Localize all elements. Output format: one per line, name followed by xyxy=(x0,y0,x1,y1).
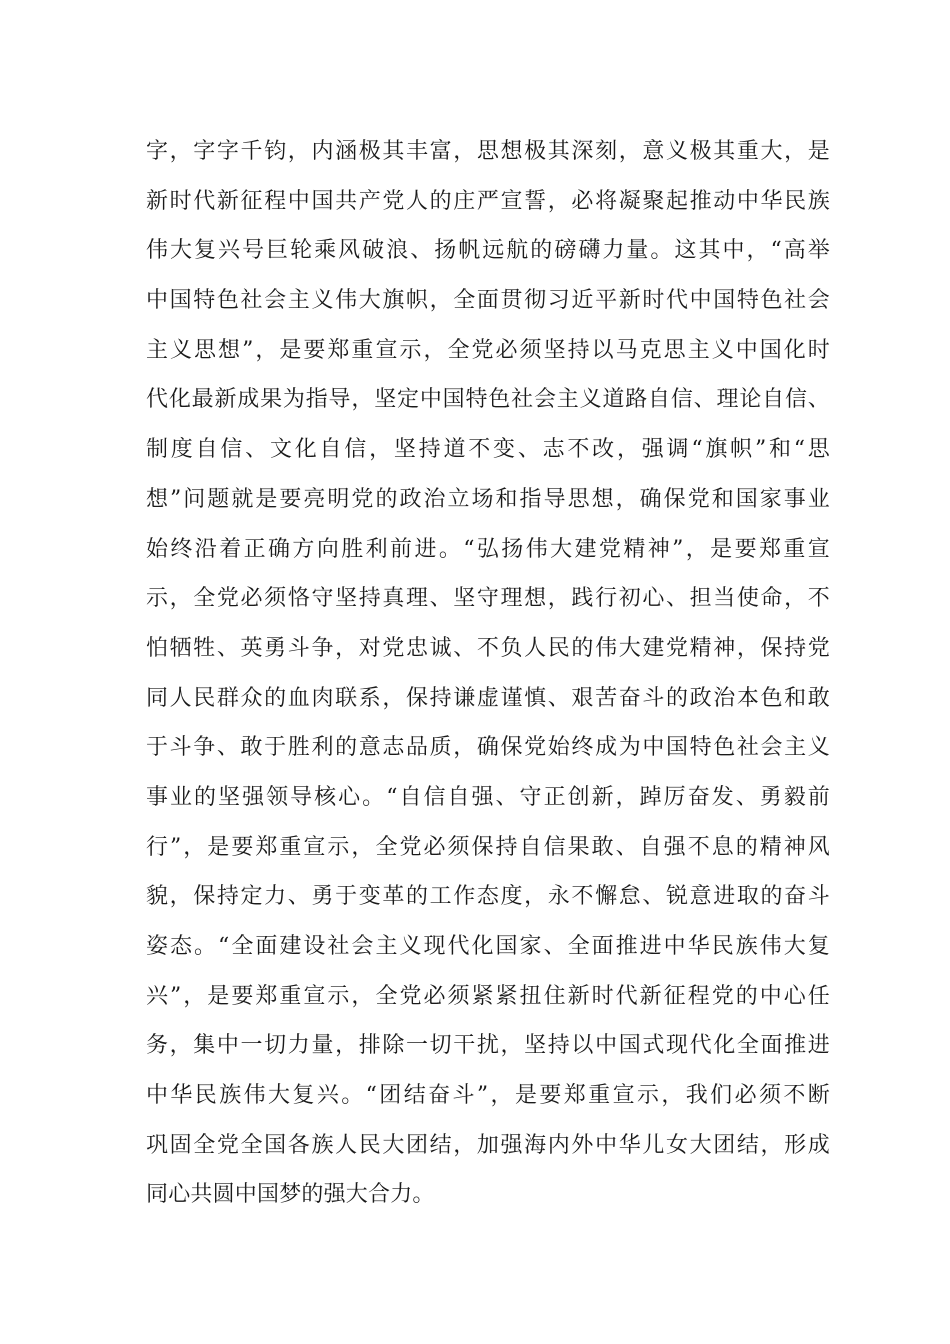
text-line: 事业的坚强领导核心。“自信自强、守正创新，踔厉奋发、勇毅前 xyxy=(146,784,830,810)
text-line: 同心共圆中国梦的强大合力。 xyxy=(146,1182,435,1208)
text-line: 姿态。“全面建设社会主义现代化国家、全面推进中华民族伟大复 xyxy=(146,934,830,959)
text-line: 始终沿着正确方向胜利前进。“弘扬伟大建党精神”，是要郑重宣 xyxy=(146,536,830,562)
text-line: 伟大复兴号巨轮乘风破浪、扬帆远航的磅礴力量。这其中，“高举 xyxy=(146,238,830,264)
text-line: 字，字字千钧，内涵极其丰富，思想极其深刻，意义极其重大，是 xyxy=(146,139,830,164)
text-line: 示，全党必须恪守坚持真理、坚守理想，践行初心、担当使命，不 xyxy=(146,586,830,612)
text-line: 中华民族伟大复兴。“团结奋斗”，是要郑重宣示，我们必须不断 xyxy=(146,1083,830,1109)
text-line: 代化最新成果为指导，坚定中国特色社会主义道路自信、理论自信、 xyxy=(146,387,830,413)
text-line: 兴”，是要郑重宣示，全党必须紧紧扭住新时代新征程党的中心任 xyxy=(146,983,830,1009)
text-line: 想”问题就是要亮明党的政治立场和指导思想，确保党和国家事业 xyxy=(146,486,830,512)
text-line: 貌，保持定力、勇于变革的工作态度，永不懈怠、锐意进取的奋斗 xyxy=(146,884,830,910)
text-line: 主义思想”，是要郑重宣示，全党必须坚持以马克思主义中国化时 xyxy=(146,337,830,363)
text-line: 新时代新征程中国共产党人的庄严宣誓，必将凝聚起推动中华民族 xyxy=(146,188,830,214)
text-line: 于斗争、敢于胜利的意志品质，确保党始终成为中国特色社会主义 xyxy=(146,735,830,761)
text-line: 务，集中一切力量，排除一切干扰，坚持以中国式现代化全面推进 xyxy=(146,1033,830,1059)
text-line: 怕牺牲、英勇斗争，对党忠诚、不负人民的伟大建党精神，保持党 xyxy=(146,635,830,661)
text-line: 巩固全党全国各族人民大团结，加强海内外中华儿女大团结，形成 xyxy=(146,1132,830,1158)
text-line: 制度自信、文化自信，坚持道不变、志不改，强调“旗帜”和“思 xyxy=(146,437,830,463)
text-line: 行”，是要郑重宣示，全党必须保持自信果敢、自强不息的精神风 xyxy=(146,834,830,860)
text-line: 同人民群众的血肉联系，保持谦虚谨慎、艰苦奋斗的政治本色和敢 xyxy=(146,685,830,711)
text-line: 中国特色社会主义伟大旗帜，全面贯彻习近平新时代中国特色社会 xyxy=(146,288,830,314)
body-paragraph xyxy=(146,127,830,1220)
